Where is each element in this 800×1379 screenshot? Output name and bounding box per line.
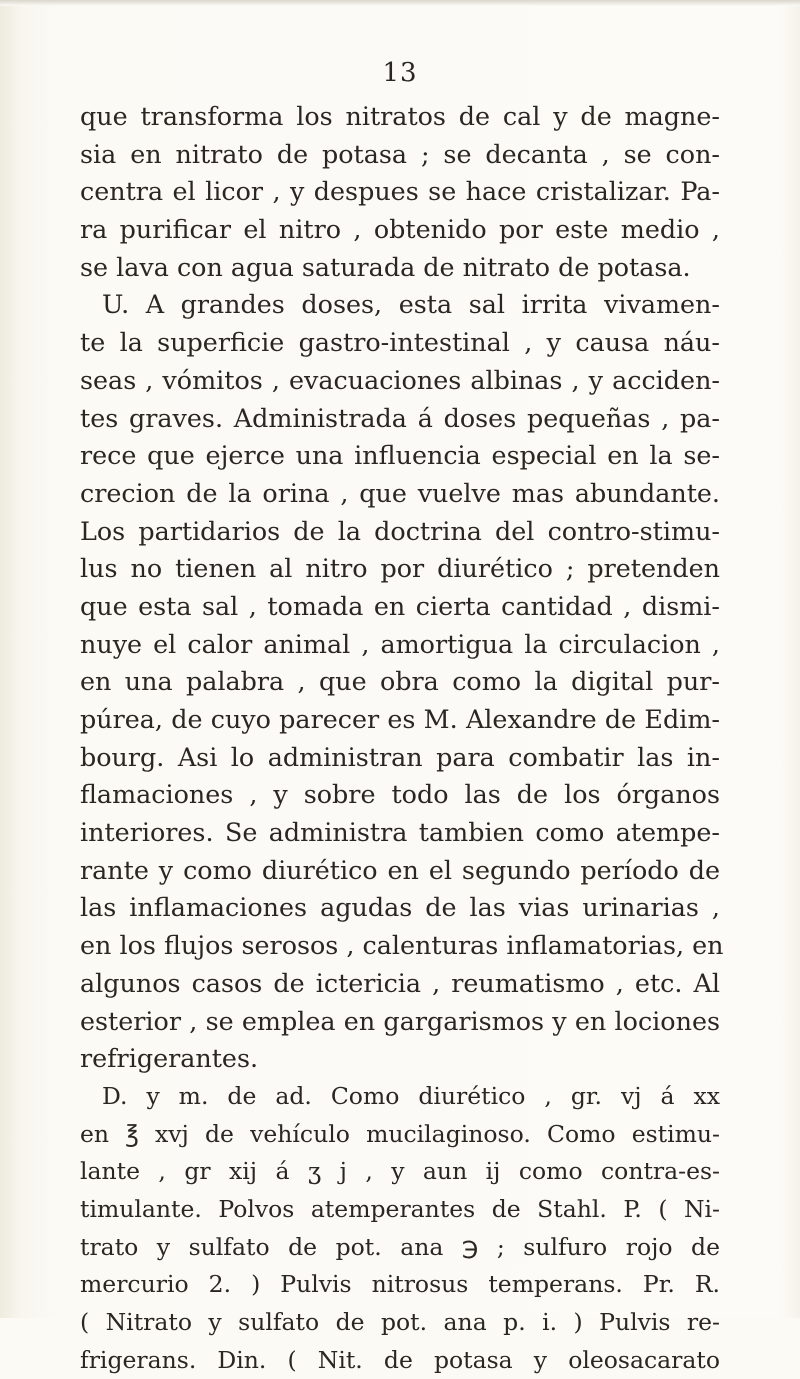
text-line: flamaciones , y sobre todo las de los órganos [80,779,720,810]
text-line: interiores. Se administra tambien como atempe- [80,817,720,848]
text-line: se lava con agua saturada de nitrato de potasa. [80,251,691,282]
text-line: bourg. Asi lo administran para combatir las in- [80,741,720,772]
text-line: centra el licor , y despues se hace cristalizar. Pa- [80,176,720,207]
text-line: trato y sulfato de pot. ana ℈ ; sulfuro rojo de [80,1232,720,1261]
text-line: U. A grandes doses, esta sal irrita vivamen- [102,289,720,320]
text-line: lus no tienen al nitro por diurético ; pretenden [80,553,720,584]
page-number: 13 [382,58,418,88]
text-line: Los partidarios de la doctrina del contro-stimu- [80,515,720,546]
text-line: púrea, de cuyo parecer es M. Alexandre de Edim- [80,704,720,734]
text-line: mercurio 2. ) Pulvis nitrosus temperans. Pr. R. [80,1270,720,1299]
text-line: ( Nitrato y sulfato de pot. ana p. i. ) Pulvis re- [80,1308,720,1336]
text-line: frigerans. Din. ( Nit. de potasa y oleosacarato [80,1345,720,1374]
text-line: en ℥ xvj de vehículo mucilaginoso. Como estimu- [80,1119,720,1148]
text-line: algunos casos de ictericia , reumatismo , etc. Al [80,967,720,998]
text-line: te la superficie gastro-intestinal , y causa náu- [80,327,720,358]
text-line: timulante. Polvos atemperantes de Stahl. P. ( Ni- [80,1194,720,1223]
text-line: rante y como diurético en el segundo período de [80,854,720,885]
text-line: rece que ejerce una influencia especial en la se- [80,440,720,471]
text-line: lante , gr xij á ʒ j , y aun ij como contra-es- [80,1157,720,1186]
text-line: esterior , se emplea en gargarismos y en lociones [80,1005,720,1036]
text-line: sia en nitrato de potasa ; se decanta , se con- [80,138,720,169]
text-line: nuye el calor animal , amortigua la circulacion , [80,628,720,659]
text-line: ra purificar el nitro , obtenido por este medio , [80,214,720,245]
text-line: D. y m. de ad. Como diurético , gr. vj á xx [102,1081,720,1110]
text-line: en una palabra , que obra como la digital pur- [80,666,720,697]
body-text [80,98,724,1379]
text-line: que transforma los nitratos de cal y de magne- [80,101,720,131]
page-top-edge [0,0,800,6]
text-line: seas , vómitos , evacuaciones albinas , y acciden- [80,364,720,395]
text-line: tes graves. Administrada á doses pequeñas , pa- [80,402,720,433]
text-line: que esta sal , tomada en cierta cantidad , dismi- [80,590,720,621]
text-line: crecion de la orina , que vuelve mas abundante. [80,477,720,508]
text-line: en los flujos serosos , calenturas inflamatorias, en [80,930,724,961]
text-line: las inflamaciones agudas de las vias urinarias , [80,892,720,923]
text-line: refrigerantes. [80,1043,259,1074]
